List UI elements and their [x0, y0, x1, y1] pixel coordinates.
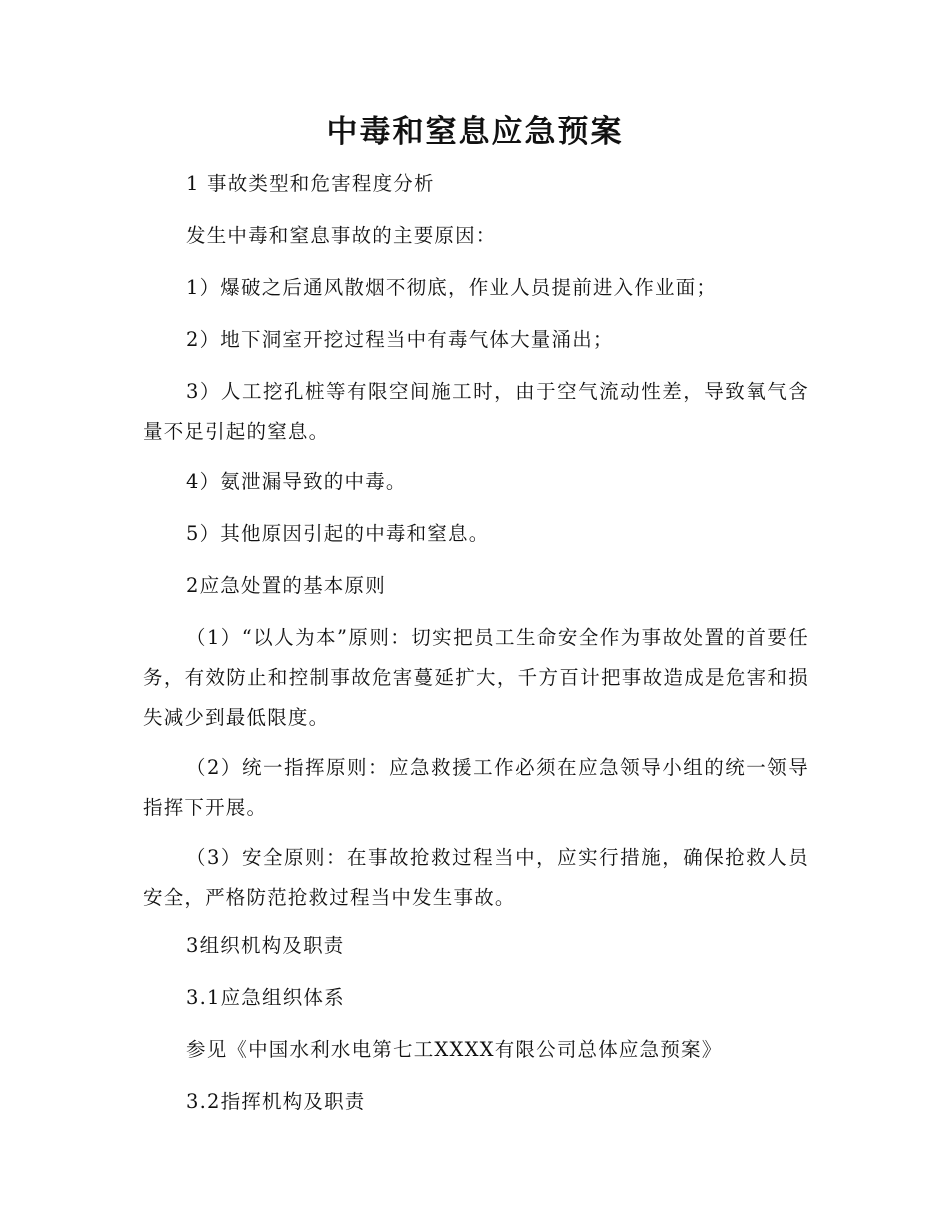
section-heading-3: 3组织机构及职责: [186, 934, 345, 957]
principle-3: （3）安全原则：在事故抢救过程当中，应实行措施，确保抢救人员安全，严格防范抢救过程当中发生事故。: [143, 846, 809, 909]
paragraph-cause-intro: 发生中毒和窒息事故的主要原因：: [186, 224, 497, 247]
list-item-cause-4: 4）氨泄漏导致的中毒。: [186, 470, 407, 493]
section-heading-2: 2应急处置的基本原则: [186, 574, 386, 597]
subsection-heading-3-1: 3.1应急组织体系: [186, 986, 345, 1009]
reference-paragraph: 参见《中国水利水电第七工XXXX有限公司总体应急预案》: [186, 1038, 723, 1061]
document-title: 中毒和窒息应急预案: [326, 114, 624, 150]
list-item-cause-5: 5）其他原因引起的中毒和窒息。: [186, 522, 490, 545]
list-item-cause-3: 3）人工挖孔桩等有限空间施工时，由于空气流动性差，导致氧气含量不足引起的窒息。: [143, 380, 809, 443]
list-item-cause-2: 2）地下洞室开挖过程当中有毒气体大量涌出；: [186, 328, 614, 351]
section-heading-1: 1 事故类型和危害程度分析: [186, 172, 435, 195]
subsection-heading-3-2: 3.2指挥机构及职责: [186, 1090, 366, 1113]
list-item-cause-1: 1）爆破之后通风散烟不彻底，作业人员提前进入作业面；: [186, 276, 718, 299]
principle-2: （2）统一指挥原则：应急救援工作必须在应急领导小组的统一领导指挥下开展。: [143, 756, 809, 819]
principle-1: （1）“以人为本”原则：切实把员工生命安全作为事故处置的首要任务，有效防止和控制事故危害蔓延扩大，千方百计把事故造成是危害和损失减少到最低限度。: [143, 626, 809, 729]
